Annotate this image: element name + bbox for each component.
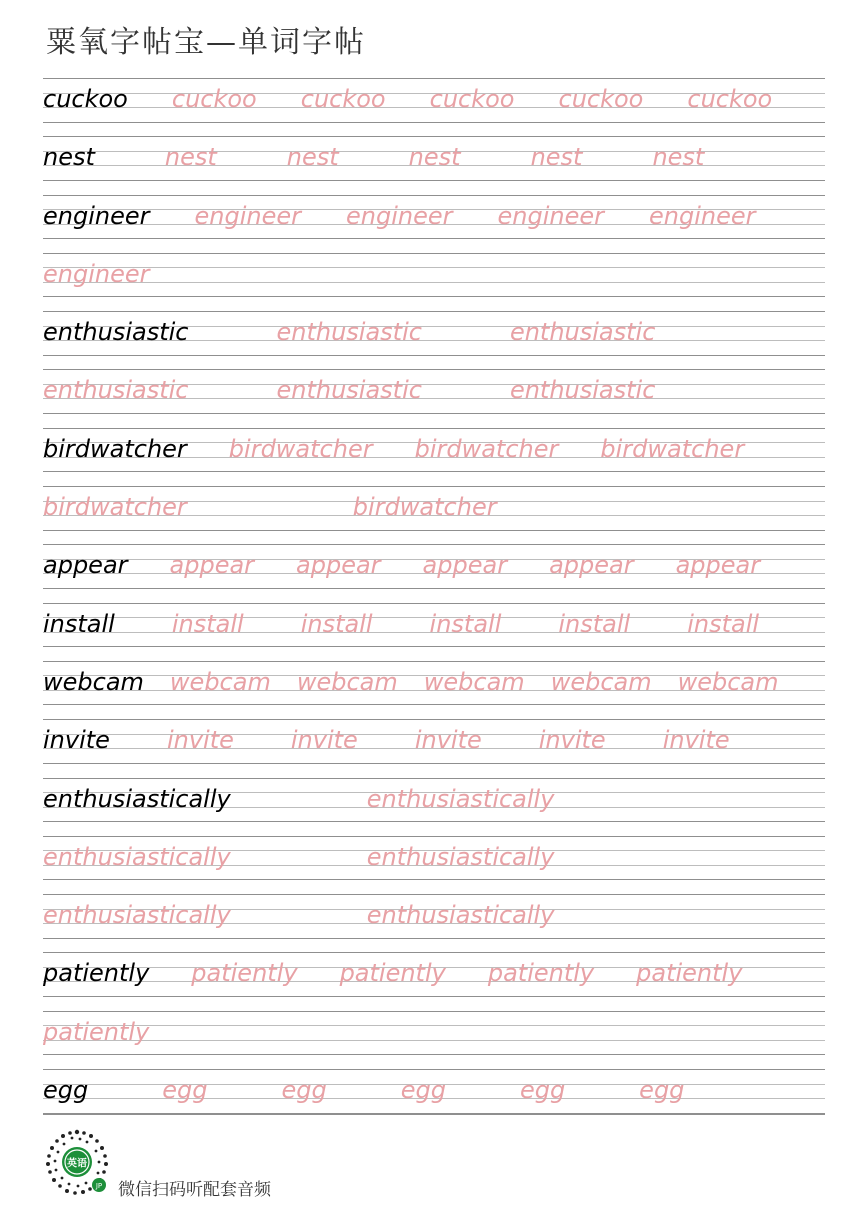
practice-row xyxy=(43,719,825,777)
trace-word: nest xyxy=(530,143,583,172)
model-word: cuckoo xyxy=(43,85,128,113)
model-word: appear xyxy=(43,551,128,580)
trace-word: enthusiastic xyxy=(276,318,422,347)
word-line xyxy=(43,666,825,698)
trace-word: invite xyxy=(538,726,606,755)
ruled-line xyxy=(43,311,825,312)
trace-word: nest xyxy=(652,143,705,172)
model-word: birdwatcher xyxy=(43,434,187,463)
trace-word: birdwatcher xyxy=(43,493,187,522)
ruled-line xyxy=(43,996,825,997)
ruled-line xyxy=(43,136,825,137)
ruled-line xyxy=(43,78,825,79)
word-line xyxy=(43,141,825,173)
practice-row xyxy=(43,603,825,661)
practice-row xyxy=(43,311,825,369)
trace-word: cuckoo xyxy=(687,85,773,113)
ruled-line xyxy=(43,413,825,414)
model-word: nest xyxy=(43,143,95,172)
trace-word: cuckoo xyxy=(300,85,386,113)
ruled-line xyxy=(43,253,825,254)
trace-word: egg xyxy=(519,1076,566,1105)
practice-row xyxy=(43,428,825,486)
ruled-line xyxy=(43,296,825,297)
trace-word: appear xyxy=(549,551,634,580)
word-line xyxy=(43,258,825,290)
ruled-line xyxy=(43,1011,825,1012)
ruled-line xyxy=(43,704,825,705)
ruled-line xyxy=(43,661,825,662)
ruled-line xyxy=(43,879,825,880)
trace-word: enthusiastically xyxy=(366,842,555,871)
trace-word: birdwatcher xyxy=(228,434,373,463)
trace-word: webcam xyxy=(423,667,525,696)
word-line xyxy=(43,1016,825,1048)
trace-word: invite xyxy=(290,726,358,755)
ruled-line xyxy=(43,530,825,531)
word-line xyxy=(43,899,825,931)
ruled-line xyxy=(43,763,825,764)
word-line xyxy=(43,433,825,465)
practice-row xyxy=(43,195,825,253)
ruled-line xyxy=(43,1069,825,1070)
trace-word: engineer xyxy=(346,201,453,230)
trace-word: install xyxy=(300,609,373,638)
trace-word: invite xyxy=(166,726,234,755)
trace-word: patiently xyxy=(191,959,298,988)
model-word: enthusiastically xyxy=(43,784,231,813)
model-word: invite xyxy=(43,726,110,755)
trace-word: egg xyxy=(400,1076,446,1105)
ruled-line xyxy=(43,195,825,196)
model-word: enthusiastic xyxy=(43,318,189,347)
trace-word: egg xyxy=(162,1076,208,1105)
trace-word: birdwatcher xyxy=(414,434,559,463)
trace-word: install xyxy=(558,609,631,638)
trace-word: enthusiastically xyxy=(366,784,555,813)
trace-word: birdwatcher xyxy=(352,493,497,522)
practice-row xyxy=(43,1069,825,1127)
bottom-rule xyxy=(43,1114,825,1115)
practice-row xyxy=(43,369,825,427)
trace-word: appear xyxy=(422,551,508,580)
word-line xyxy=(43,841,825,873)
practice-row xyxy=(43,894,825,952)
trace-word: cuckoo xyxy=(429,85,515,113)
trace-word: appear xyxy=(169,551,255,580)
audio-caption: 微信扫码听配套音频 xyxy=(118,1180,271,1200)
word-line xyxy=(43,724,825,756)
trace-word: invite xyxy=(414,726,482,755)
trace-word: engineer xyxy=(649,201,756,230)
trace-word: enthusiastically xyxy=(43,901,231,930)
ruled-line xyxy=(43,952,825,953)
practice-row xyxy=(43,78,825,136)
ruled-line xyxy=(43,122,825,123)
trace-word: invite xyxy=(662,726,730,755)
practice-row xyxy=(43,778,825,836)
word-line xyxy=(43,83,825,115)
ruled-line xyxy=(43,894,825,895)
model-word: install xyxy=(43,609,115,638)
trace-word: appear xyxy=(296,551,381,580)
trace-word: enthusiastically xyxy=(43,842,231,871)
word-line xyxy=(43,374,825,406)
practice-row xyxy=(43,544,825,602)
mini-program-qr-icon[interactable] xyxy=(42,1128,112,1198)
trace-word: appear xyxy=(675,551,761,580)
trace-word: enthusiastic xyxy=(509,318,656,347)
trace-word: webcam xyxy=(550,667,652,696)
trace-word: patiently xyxy=(339,959,446,988)
trace-word: patiently xyxy=(43,1017,150,1046)
ruled-line xyxy=(43,180,825,181)
word-line xyxy=(43,608,825,640)
practice-row xyxy=(43,952,825,1010)
trace-word: engineer xyxy=(194,201,301,230)
ruled-line xyxy=(43,355,825,356)
ruled-line xyxy=(43,369,825,370)
word-line xyxy=(43,316,825,348)
trace-word: cuckoo xyxy=(171,85,257,113)
page-title: 粟氧字帖宝—单词字帖 xyxy=(46,25,366,60)
ruled-line xyxy=(43,1054,825,1055)
model-word: webcam xyxy=(43,667,144,696)
practice-row xyxy=(43,136,825,194)
ruled-line xyxy=(43,428,825,429)
word-line xyxy=(43,783,825,815)
trace-word: install xyxy=(171,609,244,638)
trace-word: patiently xyxy=(636,959,743,988)
ruled-line xyxy=(43,938,825,939)
model-word: patiently xyxy=(43,959,150,988)
word-line xyxy=(43,491,825,523)
trace-word: nest xyxy=(164,143,217,172)
trace-word: nest xyxy=(408,143,461,172)
trace-word: birdwatcher xyxy=(600,434,745,463)
ruled-line xyxy=(43,238,825,239)
ruled-line xyxy=(43,778,825,779)
trace-word: patiently xyxy=(487,959,595,988)
footer xyxy=(42,1128,342,1198)
trace-word: cuckoo xyxy=(558,85,644,113)
trace-word: egg xyxy=(639,1076,685,1105)
ruled-line xyxy=(43,836,825,837)
ruled-line xyxy=(43,588,825,589)
trace-word: webcam xyxy=(169,667,271,696)
trace-word: webcam xyxy=(677,667,779,696)
trace-word: enthusiastic xyxy=(509,376,656,405)
ruled-line xyxy=(43,719,825,720)
trace-word: install xyxy=(429,609,502,638)
practice-sheet xyxy=(43,78,825,1127)
qr-badge-text: 英语 xyxy=(67,1158,87,1170)
trace-word: enthusiastic xyxy=(276,376,422,405)
word-line xyxy=(43,1074,825,1106)
practice-row xyxy=(43,486,825,544)
practice-row xyxy=(43,836,825,894)
trace-word: install xyxy=(687,609,760,638)
trace-word: nest xyxy=(286,143,339,172)
trace-word: webcam xyxy=(296,667,398,696)
word-line xyxy=(43,200,825,232)
practice-row xyxy=(43,1011,825,1069)
trace-word: engineer xyxy=(497,201,604,230)
word-line xyxy=(43,549,825,581)
ruled-line xyxy=(43,544,825,545)
model-word: egg xyxy=(43,1076,89,1105)
qr-corner-text: JP xyxy=(95,1182,103,1190)
trace-word: enthusiastically xyxy=(366,901,555,930)
trace-word: engineer xyxy=(43,259,150,288)
practice-row xyxy=(43,253,825,311)
ruled-line xyxy=(43,486,825,487)
trace-word: enthusiastic xyxy=(43,376,189,405)
practice-row xyxy=(43,661,825,719)
ruled-line xyxy=(43,471,825,472)
ruled-line xyxy=(43,821,825,822)
word-line xyxy=(43,957,825,989)
ruled-line xyxy=(43,603,825,604)
trace-word: egg xyxy=(281,1076,327,1105)
model-word: engineer xyxy=(43,201,150,230)
ruled-line xyxy=(43,646,825,647)
